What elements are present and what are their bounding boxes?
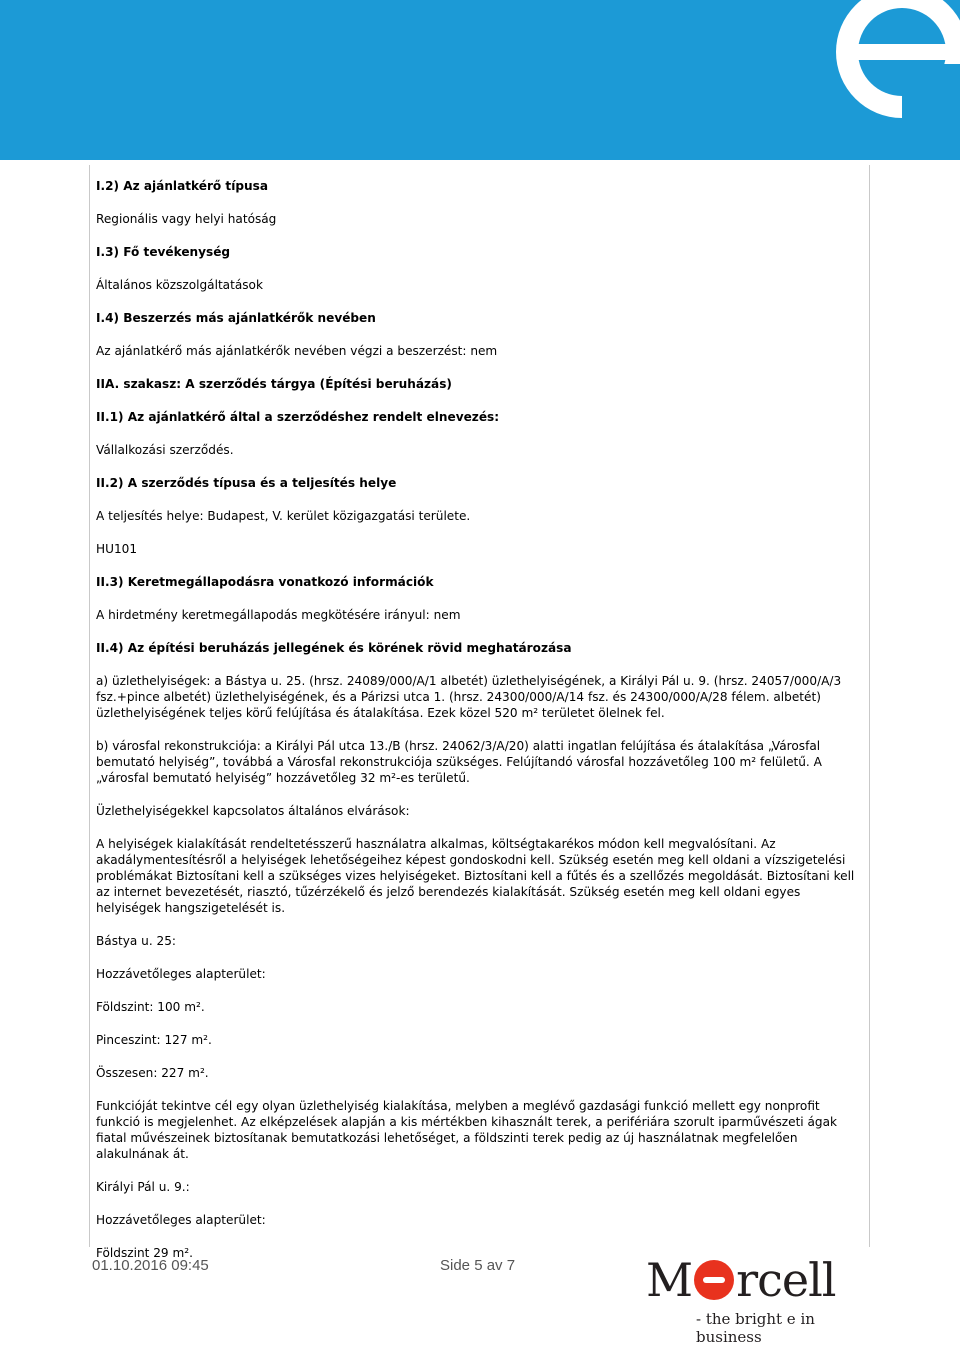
section-heading: II.1) Az ajánlatkérő által a szerződéshez rendelt elnevezés: [96,410,500,424]
section-heading: IIA. szakasz: A szerződés tárgya (Építési beruházás) [96,377,452,391]
paragraph: A hirdetmény keretmegállapodás megkötésére irányul: nem [96,608,461,622]
section-heading: I.3) Fő tevékenység [96,245,231,259]
section-heading: II.3) Keretmegállapodásra vonatkozó információk [96,575,434,589]
footer-date: 01.10.2016 09:45 [92,1257,209,1274]
document-body [96,178,866,1278]
paragraph: Bástya u. 25: [96,934,176,948]
paragraph: Általános közszolgáltatások [96,278,263,292]
paragraph: a) üzlethelyiségek: a Bástya u. 25. (hrsz. 24089/000/A/1 albetét) üzlethelyiségének, a Királyi Pál u. 9. (hrsz. 24057/000/A/3 fsz.+pince albetét) üzlethelyiségének, és a Párizsi utca 1. (hrsz. 24300/000/A/14 fsz. és 24300/000/A/28 félem. albetét) üzlethelyiségének teljes körű felújítása és átalakítása. Ezek közel 520 m² területet ölelnek fel. [96,674,842,720]
section-heading: I.2) Az ajánlatkérő típusa [96,179,268,193]
header-banner [0,0,960,160]
paragraph: b) városfal rekonstrukciója: a Királyi Pál utca 13./B (hrsz. 24062/3/A/20) alatti ingatlan felújítása és átalakítása „Városfal bemutató helyiség”, továbbá a Városfal rekonstrukciója szükséges. Felújítandó városfal hozzávetőleg 100 m² felületű. A „városfal bemutató helyiség” hozzávetőleg 32 m²-es területű. [96,739,822,785]
paragraph: Királyi Pál u. 9.: [96,1180,190,1194]
brand-name [646,1252,836,1308]
paragraph: Hozzávetőleges alapterület: [96,967,266,981]
paragraph: Vállalkozási szerződés. [96,443,234,457]
footer-page-number: Side 5 av 7 [440,1257,516,1274]
brand-name-left: M [646,1253,693,1307]
paragraph: Földszint: 100 m². [96,1000,205,1014]
paragraph: HU101 [96,542,138,556]
brand-logo [640,1252,870,1346]
paragraph: Hozzávetőleges alapterület: [96,1213,266,1227]
paragraph: Az ajánlatkérő más ajánlatkérők nevében végzi a beszerzést: nem [96,344,498,358]
section-heading: I.4) Beszerzés más ajánlatkérők nevében [96,311,376,325]
section-heading: II.2) A szerződés típusa és a teljesítés helye [96,476,397,490]
paragraph: Funkcióját tekintve cél egy olyan üzlethelyiség kialakítása, melyben a meglévő gazdasági funkció mellett egy nonprofit funkció is megjelenhet. Az elképzelések alapján a kis mértékben kihasznált terek, a perifériára szorult iparművészeti ágak fiatal művészeinek biztosítanak bemutatkozási lehetőséget, a földszinti terek pedig az új használatnak megfelelően alakulnának át. [96,1099,838,1161]
brand-e-icon [694,1260,734,1300]
brand-name-right: rcell [736,1253,836,1307]
paragraph: A helyiségek kialakítását rendeltetésszerű használatra alkalmas, költségtakarékos módon kell megvalósítani. Az akadálymentesítésről a helyiségek lehetőségeihez képest gondoskodni kell. Szükség esetén meg kell oldani a vízszigetelési problémákat Biztosítani kell a szükséges vizes helyiségeket. Biztosítani kell a fűtés és a szellőzés megoldását. Biztosítani kell az internet bevezetését, riasztó, tűzérzékelő és jelző berendezés kialakítását. Szükség esetén meg kell oldani egyes helyiségek hangszigetelését is. [96,837,855,915]
paragraph: Regionális vagy helyi hatóság [96,212,277,226]
paragraph: Üzlethelyiségekkel kapcsolatos általános elvárások: [96,804,410,818]
brand-tagline: - the bright e in business [696,1310,815,1346]
e-logo-icon [832,0,960,122]
paragraph: Összesen: 227 m². [96,1066,209,1080]
paragraph: Földszint 29 m². [96,1246,193,1260]
paragraph: Pinceszint: 127 m². [96,1033,212,1047]
paragraph: A teljesítés helye: Budapest, V. kerület közigazgatási területe. [96,509,471,523]
section-heading: II.4) Az építési beruházás jellegének és körének rövid meghatározása [96,641,572,655]
